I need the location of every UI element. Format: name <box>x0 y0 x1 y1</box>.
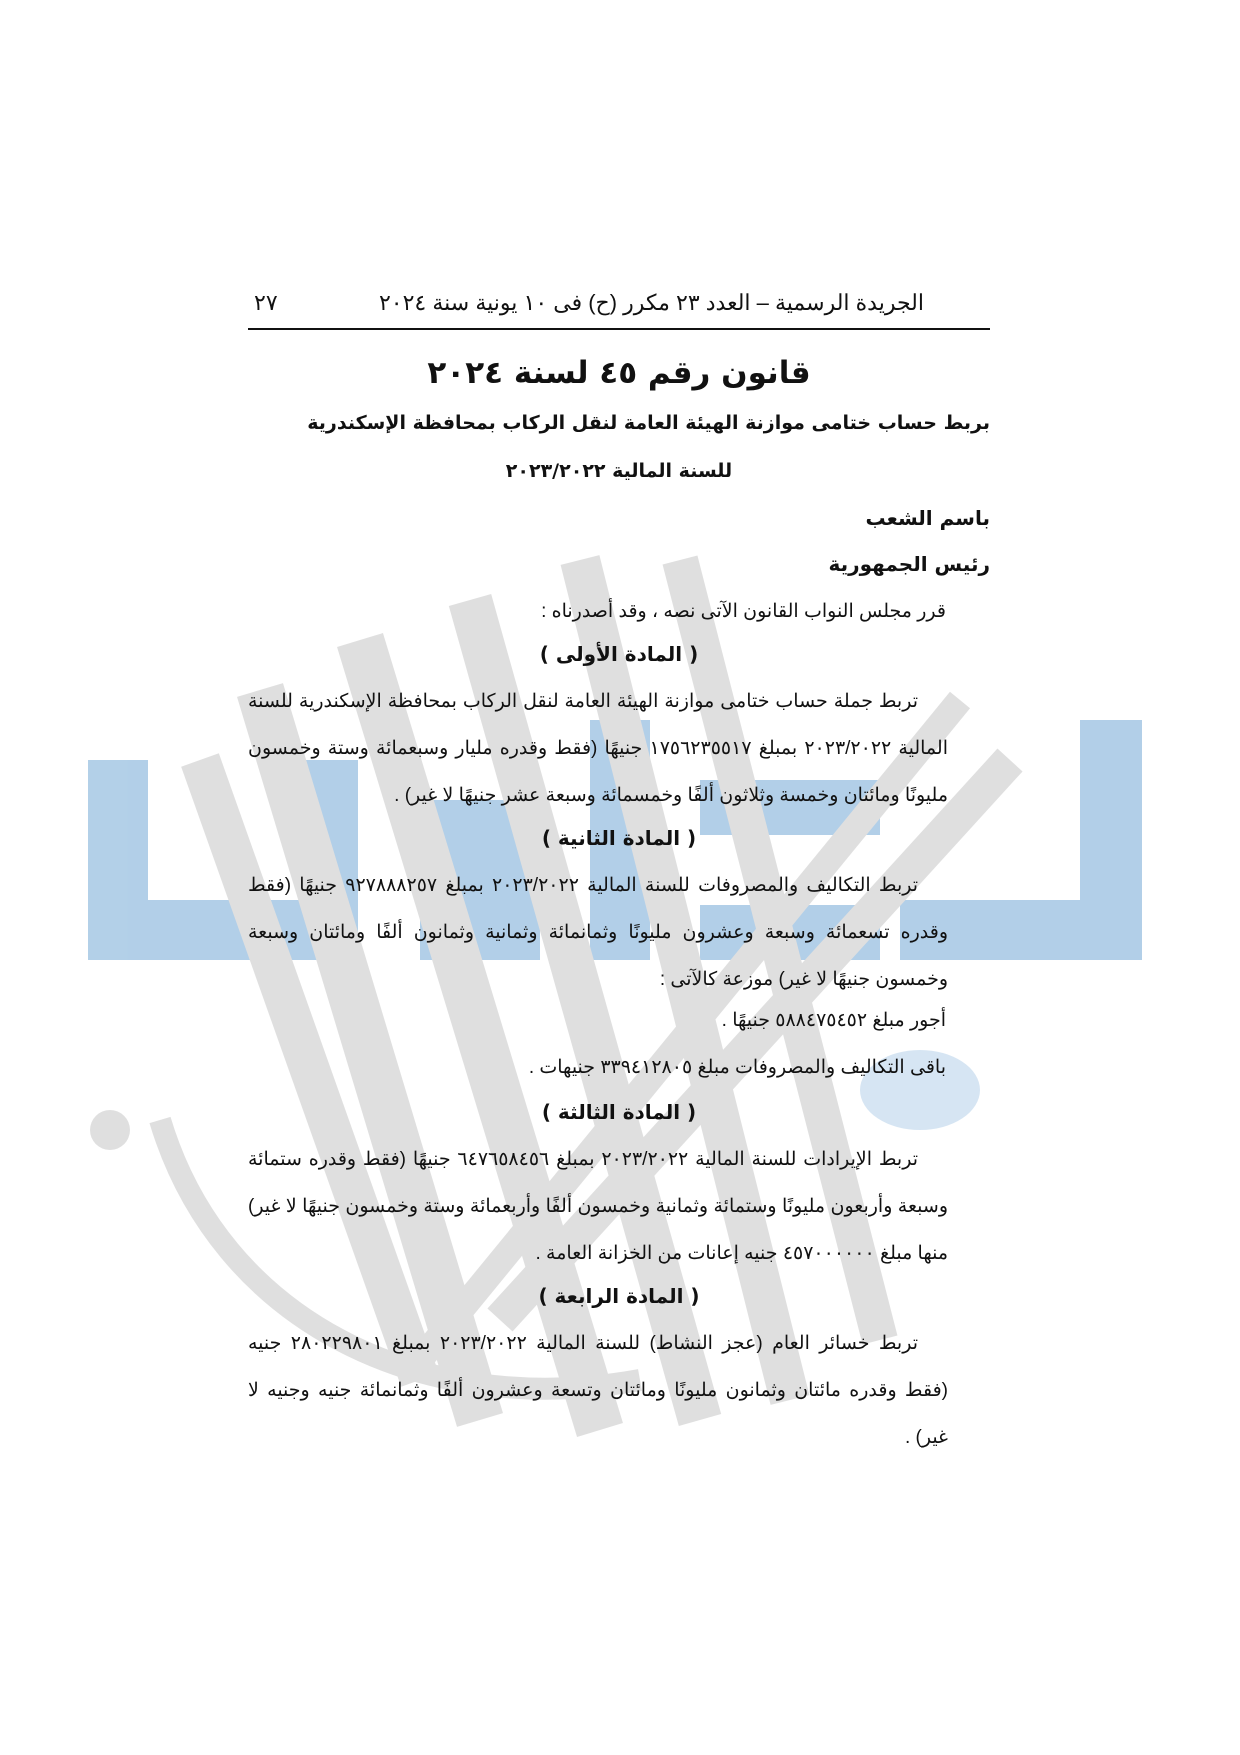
article-4-heading: ( المادة الرابعة ) <box>538 1284 700 1308</box>
law-title: قانون رقم ٤٥ لسنة ٢٠٢٤ <box>427 355 811 391</box>
page-header <box>248 288 990 330</box>
article-2-text: تربط التكاليف والمصروفات للسنة المالية ٢٠٢٣/٢٠٢٢ بمبلغ ٩٢٧٨٨٨٢٥٧ جنيهًا (فقط وقدره تسعمائة وسبعة وعشرون مليونًا وثمانمائة وثمانية وثمانون ألفًا ومائتان وسبعة وخمسون جنيهًا لا غير) موزعة كالآتى : <box>248 875 948 990</box>
article-4-text: تربط خسائر العام (عجز النشاط) للسنة المالية ٢٠٢٣/٢٠٢٢ بمبلغ ٢٨٠٢٢٩٨٠١ جنيه (فقط وقدره مائتان وثمانون مليونًا ومائتان وتسعة وعشرون ألفًا وثمانمائة جنيه وجنيه لا غير) . <box>248 1333 948 1448</box>
article-1-text: تربط جملة حساب ختامى موازنة الهيئة العامة لنقل الركاب بمحافظة الإسكندرية للسنة المالية ٢٠٢٣/٢٠٢٢ بمبلغ ١٧٥٦٢٣٥٥١٧ جنيهًا (فقط وقدره مليار وسبعمائة وستة وخمسون مليونًا ومائتان وخمسة وثلاثون ألفًا وخمسمائة وسبعة عشر جنيهًا لا غير) . <box>248 691 948 806</box>
article-2-heading: ( المادة الثانية ) <box>541 826 697 850</box>
fiscal-year-line: للسنة المالية ٢٠٢٣/٢٠٢٢ <box>505 460 733 482</box>
article-1-heading: ( المادة الأولى ) <box>539 642 699 666</box>
intro-text: قرر مجلس النواب القانون الآتى نصه ، وقد أصدرناه : <box>541 601 946 622</box>
gazette-header-title: الجريدة الرسمية – العدد ٢٣ مكرر (ح) فى ١٠ يونية سنة ٢٠٢٤ <box>378 290 924 315</box>
law-subtitle: بربط حساب ختامى موازنة الهيئة العامة لنقل الركاب بمحافظة الإسكندرية <box>307 412 990 434</box>
page-number: ٢٧ <box>254 290 278 315</box>
article-3-heading: ( المادة الثالثة ) <box>541 1100 697 1124</box>
in-the-name-of-people: باسم الشعب <box>865 506 990 530</box>
article-2-item-other-costs: باقى التكاليف والمصروفات مبلغ ٣٣٩٤١٢٨٠٥ جنيهات . <box>528 1057 946 1078</box>
article-3-text: تربط الإيرادات للسنة المالية ٢٠٢٣/٢٠٢٢ بمبلغ ٦٤٧٦٥٨٤٥٦ جنيهًا (فقط وقدره ستمائة وسبعة وأربعون مليونًا وستمائة وثمانية وخمسون ألفًا وأربعمائة وستة وخمسون جنيهًا لا غير) منها مبلغ ٤٥٧٠٠٠٠٠٠ جنيه إعانات من الخزانة العامة . <box>248 1149 948 1264</box>
president-label: رئيس الجمهورية <box>828 552 990 576</box>
article-2-item-wages: أجور مبلغ ٥٨٨٤٧٥٤٥٢ جنيهًا . <box>721 1010 946 1031</box>
